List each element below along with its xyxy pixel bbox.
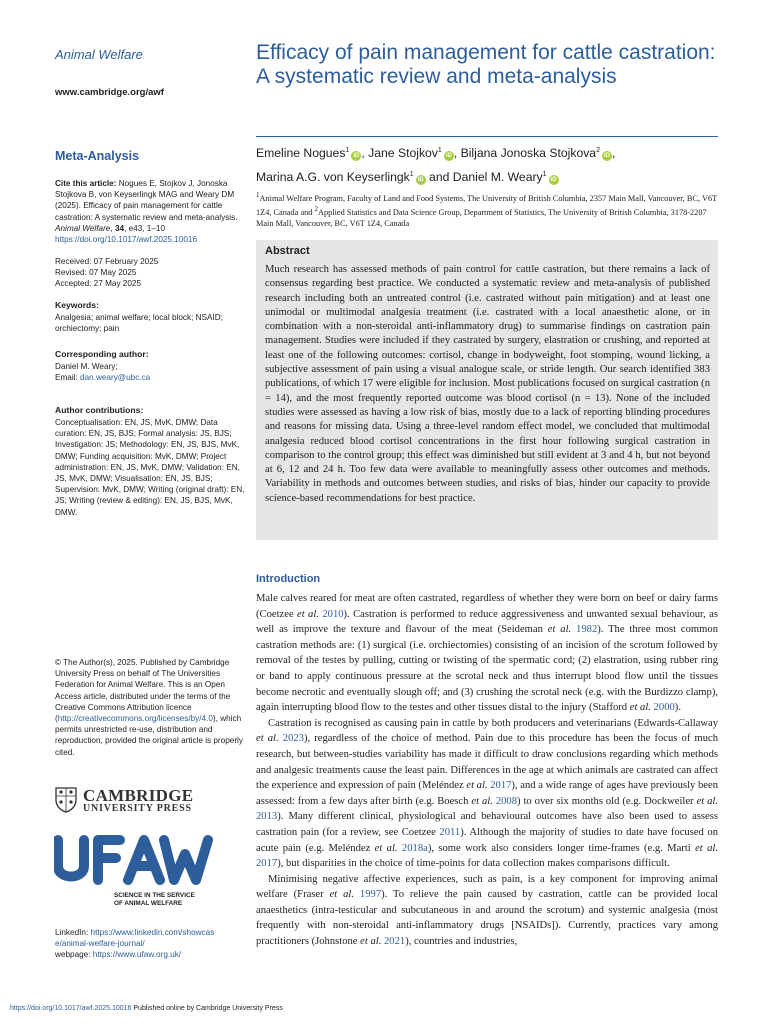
affil-sup-2: 2 bbox=[314, 205, 319, 214]
citation-link[interactable]: 1997 bbox=[359, 889, 382, 901]
author-item bbox=[256, 170, 453, 184]
body-text: ). Although the majority of studies to date have focused on acute pain (e.g. Meléndez bbox=[256, 826, 719, 854]
author-name[interactable]: Emeline Nogues bbox=[256, 146, 346, 161]
webpage-label: webpage: bbox=[55, 950, 93, 960]
author-item bbox=[368, 146, 460, 160]
orcid-icon[interactable]: iD bbox=[417, 177, 424, 184]
cite-doi-link[interactable]: https://doi.org/10.1017/awf.2025.10016 bbox=[55, 235, 198, 245]
journal-name: Animal Welfare bbox=[55, 47, 143, 62]
body-text: ) to over six months old (e.g. Dockweiler bbox=[517, 795, 697, 807]
author-name[interactable]: Biljana Jonoska Stojkova bbox=[460, 146, 597, 161]
contributions-label: Author contributions: bbox=[55, 405, 144, 415]
corresponding-block bbox=[55, 349, 245, 383]
citation-link[interactable]: 2017 bbox=[490, 780, 512, 792]
orcid-icon[interactable]: iD bbox=[550, 177, 557, 184]
et-al-text: et al. bbox=[374, 842, 398, 854]
license-link[interactable]: http://creativecommons.org/licenses/by/4.0 bbox=[57, 714, 213, 724]
citation-link[interactable]: 2017 bbox=[256, 858, 278, 870]
copyright-notice bbox=[55, 657, 245, 758]
author-name[interactable]: Jane Stojkov bbox=[368, 146, 438, 161]
intro-paragraph bbox=[256, 716, 718, 872]
et-al-text: et al. bbox=[629, 702, 651, 714]
author-separator: , bbox=[361, 146, 369, 161]
cup-line-2: UNIVERSITY PRESS bbox=[83, 803, 192, 814]
date-accepted: Accepted: 27 May 2025 bbox=[55, 279, 142, 289]
cambridge-crest-icon bbox=[55, 787, 77, 813]
et-al-text: et al. bbox=[297, 608, 319, 620]
citation-block: Cite this article: Nogues E, Stojkov J, Jonoska Stojkova B, von Keyserlingk MAG and Weary DM (2025). Efficacy of pain management for cattle castration: A systematic review and meta-analysis. Animal Welfare, 34, e43, 1–10 https://doi.org/10.1017/awf.2025.10016 bbox=[55, 178, 245, 245]
contributions-block bbox=[55, 405, 245, 518]
corresponding-name: Daniel M. Weary; bbox=[55, 362, 118, 371]
citation-link[interactable]: 2021 bbox=[384, 936, 406, 948]
et-al-text: et al. bbox=[695, 842, 718, 854]
author-item bbox=[461, 146, 616, 160]
author-item bbox=[453, 170, 559, 184]
webpage-link[interactable]: https://www.ufaw.org.uk/ bbox=[92, 950, 182, 960]
ufaw-tagline-1: SCIENCE IN THE SERVICE bbox=[114, 892, 195, 899]
et-al-text: et al. bbox=[547, 624, 572, 636]
citation-link[interactable]: 2000 bbox=[653, 702, 675, 714]
keywords-label: Keywords: bbox=[55, 300, 99, 310]
citation-link[interactable]: 2011 bbox=[439, 826, 461, 838]
abstract-heading: Abstract bbox=[265, 245, 310, 257]
body-text: ), regardless of the choice of method. Pain due to this procedure has been the focus of much research, but between-studies variability has made it difficult to draw conclusions regarding which methods and analgesic treatments cause the least pain. Differences in the age at which animals are castrated can affect the experience and expression of pain (Meléndez bbox=[256, 733, 719, 792]
linkedin-label: LinkedIn: bbox=[55, 928, 91, 937]
author-affil-sup: 1 bbox=[437, 147, 442, 154]
body-text: ). To relieve the pain caused by castration, cattle can be provided local anaesthetics (intra-testicular and subcutaneous in and around the scrotum) and systemic analgesia (most frequently with non-steroidal anti-inflammatory drugs [NSAIDs]). Currently, practices vary among practitioners (Johnstone bbox=[256, 889, 718, 948]
body-text: Castration is recognised as causing pain in cattle by both producers and veterinarians (Edwards-Callaway bbox=[268, 717, 718, 729]
cup-line-1: CAMBRIDGE bbox=[83, 786, 194, 805]
linkedin-link[interactable]: https://www.linkedin.com/showcase/animal-welfare-journal/ bbox=[55, 928, 215, 949]
intro-paragraph bbox=[256, 591, 718, 716]
body-text: ), and a wide range of ages have previously been assessed: from a few days after birth (e.g. Boesch bbox=[256, 780, 718, 807]
body-text: ). The three most common castration methods are: (1) surgical (i.e. orchiectomies) consisting of an incision of the scrotum followed by removal of the testes by pulling, cutting or twisting of the spermatic cord; (2) elastration, using rubber ring or band to apply continuous pressure at the scrotal neck and thus interrupt blood flow until the tissues become necrotic and eventually slough off; and (3) crushing the scrotal neck (e.g. with the Burdizzo clamp), again interrupting blood flow to the testes and other tissues distal to the injury (Stafford bbox=[256, 624, 718, 714]
et-al-text: et al. bbox=[466, 780, 488, 792]
cambridge-logo bbox=[55, 787, 245, 817]
author-affil-sup: 1 bbox=[345, 147, 350, 154]
citation-link[interactable]: 1982 bbox=[576, 624, 598, 636]
cite-text: Nogues E, Stojkov J, Jonoska Stojkova B, von Keyserlingk MAG and Weary DM (2025). Efficacy of pain management for cattle castration: A systematic review and meta-analysis. bbox=[55, 179, 238, 222]
citation-link[interactable]: 2008 bbox=[495, 795, 517, 807]
et-al-text: et al. bbox=[471, 795, 493, 807]
date-received: Received: 07 February 2025 bbox=[55, 257, 159, 266]
body-text: ). bbox=[674, 702, 681, 714]
abstract-text: Much research has assessed methods of pain control for cattle castration, but there remains a lack of consensus regarding best practice. We conducted a systematic review and meta-analysis of published research including both an untreated control (i.e. castrated without pain mitigation) and at least one unimodal or multimodal analgesia treatment (i.e. castrated with a local anaesthetic alone, or in combination with a non-steroidal anti-inflammatory drug) to summarise findings on castration pain management. Studies were included if they castrated by surgery, elastration or crushing, and reported at least one of the following outcomes: cortisol, change in bodyweight, foot stomping, wound licking, a subjective assessment of pain using a visual analogue scale, or stride length. Our search identified 383 publications, of which 17 were eligible for inclusion. Most publications focused on surgical castration (n = 14), and the most frequently reported outcome was blood cortisol (n = 13). None of the included studies were assessed as having a low risk of bias, mostly due to a lack of reporting blinding procedures and reasons for missing data. Using a three-level random effect model, we concluded that multimodal analgesia reduced blood cortisol concentrations in the first hour following surgical castration in comparison to the control group; this effect was diminished but still evident at 3 and 4 h, but not beyond at 6, 12 and 24 h. Too few data were available to meaningfully assess other outcomes and methods. Variability in methods and outcomes between studies, and risks of bias, hinder our capacity to provide science-based recommendations for best practice. bbox=[265, 264, 710, 504]
article-title: Efficacy of pain management for cattle castration: A systematic review and meta-analysis bbox=[256, 41, 716, 88]
cite-pages: , e43, 1–10 bbox=[124, 223, 166, 233]
author-separator: , bbox=[612, 146, 616, 161]
copyright-text-2: ), which permits unrestricted re-use, distribution and reproduction, provided the original article is properly cited. bbox=[55, 714, 243, 757]
social-links bbox=[55, 927, 215, 961]
et-al-text: et al. bbox=[360, 936, 382, 948]
orcid-icon[interactable]: iD bbox=[604, 153, 610, 160]
author-name[interactable]: Daniel M. Weary bbox=[452, 170, 543, 185]
body-text: ), but disparities in the choice of time-points for data collection makes comparisons difficult. bbox=[277, 858, 670, 870]
body-text: ). Castration is performed to reduce aggressiveness and unwanted sexual behaviour, as well as improve the texture and flavour of the meat (Seideman bbox=[256, 608, 719, 636]
et-al-text: et al. bbox=[696, 795, 718, 807]
affiliations bbox=[256, 190, 721, 229]
intro-paragraph bbox=[256, 872, 718, 950]
et-al-text: et al. bbox=[329, 889, 354, 901]
cite-volume: 34 bbox=[114, 223, 125, 233]
author-separator: , bbox=[453, 146, 461, 161]
dates-block bbox=[55, 256, 245, 290]
et-al-text: et al. bbox=[256, 733, 279, 745]
citation-link[interactable]: 2018a bbox=[401, 842, 428, 854]
corresponding-email-line bbox=[55, 372, 245, 383]
author-name[interactable]: Marina A.G. von Keyserlingk bbox=[256, 170, 410, 185]
keywords-block bbox=[55, 300, 245, 334]
affil-text-1: Animal Welfare Program, Faculty of Land and Food Systems, The University of British Columbia, 2357 Main Mall, Vancouver, BC, V6T 1Z4, Canada and bbox=[256, 193, 718, 217]
author-affil-sup: 1 bbox=[409, 171, 414, 179]
introduction-heading: Introduction bbox=[256, 573, 321, 585]
abstract-box bbox=[256, 240, 718, 540]
keywords-text: Analgesia; animal welfare; local block; NSAID; orchiectomy; pain bbox=[55, 313, 223, 334]
orcid-icon[interactable]: iD bbox=[353, 153, 360, 160]
contributions-text: Conceptualisation: EN, JS, MvK, DMW; Data curation: EN, JS, BJS; Formal analysis: JS, BJS; Investigation: JS; Methodology: EN, JS, BJS, MvK, DMW; Funding acquisition: MvK, DMW; Project administration: EN, JS, MvK, DMW; Validation: EN, JS, MvK, DMW; Visualisation: EN, JS, BJS; Supervision: MvK, DMW; Writing (original draft): EN, JS; Writing (review & editing): EN, JS, BJS, MvK, DMW. bbox=[55, 418, 245, 517]
footer-text: Published online by Cambridge University Press bbox=[131, 1005, 283, 1012]
author-item bbox=[256, 146, 368, 160]
citation-link[interactable]: 2010 bbox=[322, 608, 344, 620]
orcid-icon[interactable]: iD bbox=[445, 153, 452, 160]
journal-website[interactable]: www.cambridge.org/awf bbox=[55, 87, 164, 98]
ufaw-logo-mark bbox=[54, 830, 214, 890]
introduction-body bbox=[256, 591, 718, 950]
citation-link[interactable]: 2023 bbox=[282, 733, 304, 745]
corresponding-label: Corresponding author: bbox=[55, 349, 149, 359]
body-text: ). Many different clinical, physiological and behavioural outcomes have also been used to assess castration pain (for a review, see Coetzee bbox=[256, 811, 718, 838]
page-footer bbox=[10, 1005, 283, 1012]
author-separator: and bbox=[425, 170, 453, 185]
ufaw-logo bbox=[54, 830, 214, 910]
affil-sup-1: 1 bbox=[256, 191, 260, 199]
author-affil-sup: 1 bbox=[542, 171, 547, 179]
email-label: Email: bbox=[55, 373, 81, 383]
body-text: Male calves reared for meat are often castrated, regardless of whether they were born on beef or dairy farms (Coetzee bbox=[256, 593, 718, 620]
author-list bbox=[256, 140, 726, 188]
footer-doi-link[interactable]: https://doi.org/10.1017/awf.2025.10016 bbox=[10, 1005, 132, 1012]
body-text: ), countries and industries, bbox=[405, 936, 518, 948]
author-affil-sup: 2 bbox=[596, 147, 600, 154]
article-type: Meta-Analysis bbox=[55, 149, 140, 163]
email-link[interactable]: dan.weary@ubc.ca bbox=[80, 373, 151, 383]
affil-text-2: Applied Statistics and Data Science Group, Department of Statistics, The University of British Columbia, 3178-2207 Main Mall, Vancouver, BC, V6T 1Z4, Canada bbox=[256, 207, 707, 229]
citation-link[interactable]: 2013 bbox=[256, 811, 278, 823]
ufaw-tagline-2: OF ANIMAL WELFARE bbox=[114, 900, 183, 907]
cite-label: Cite this article: bbox=[55, 179, 117, 188]
date-revised: Revised: 07 May 2025 bbox=[55, 268, 137, 278]
body-text: ), some work also considers longer time-frames (e.g. Marti bbox=[427, 842, 696, 854]
copyright-text-1: © The Author(s), 2025. Published by Cambridge University Press on behalf of The Universities Federation for Animal Welfare. This is an Open Access article, distributed under the terms of the Creative Commons Attribution licence ( bbox=[55, 658, 231, 724]
title-divider bbox=[256, 136, 718, 137]
body-text: Minimising negative affective experiences, such as pain, is a key component for improving animal welfare (Fraser bbox=[256, 873, 718, 901]
cite-journal: Animal Welfare bbox=[55, 223, 111, 233]
